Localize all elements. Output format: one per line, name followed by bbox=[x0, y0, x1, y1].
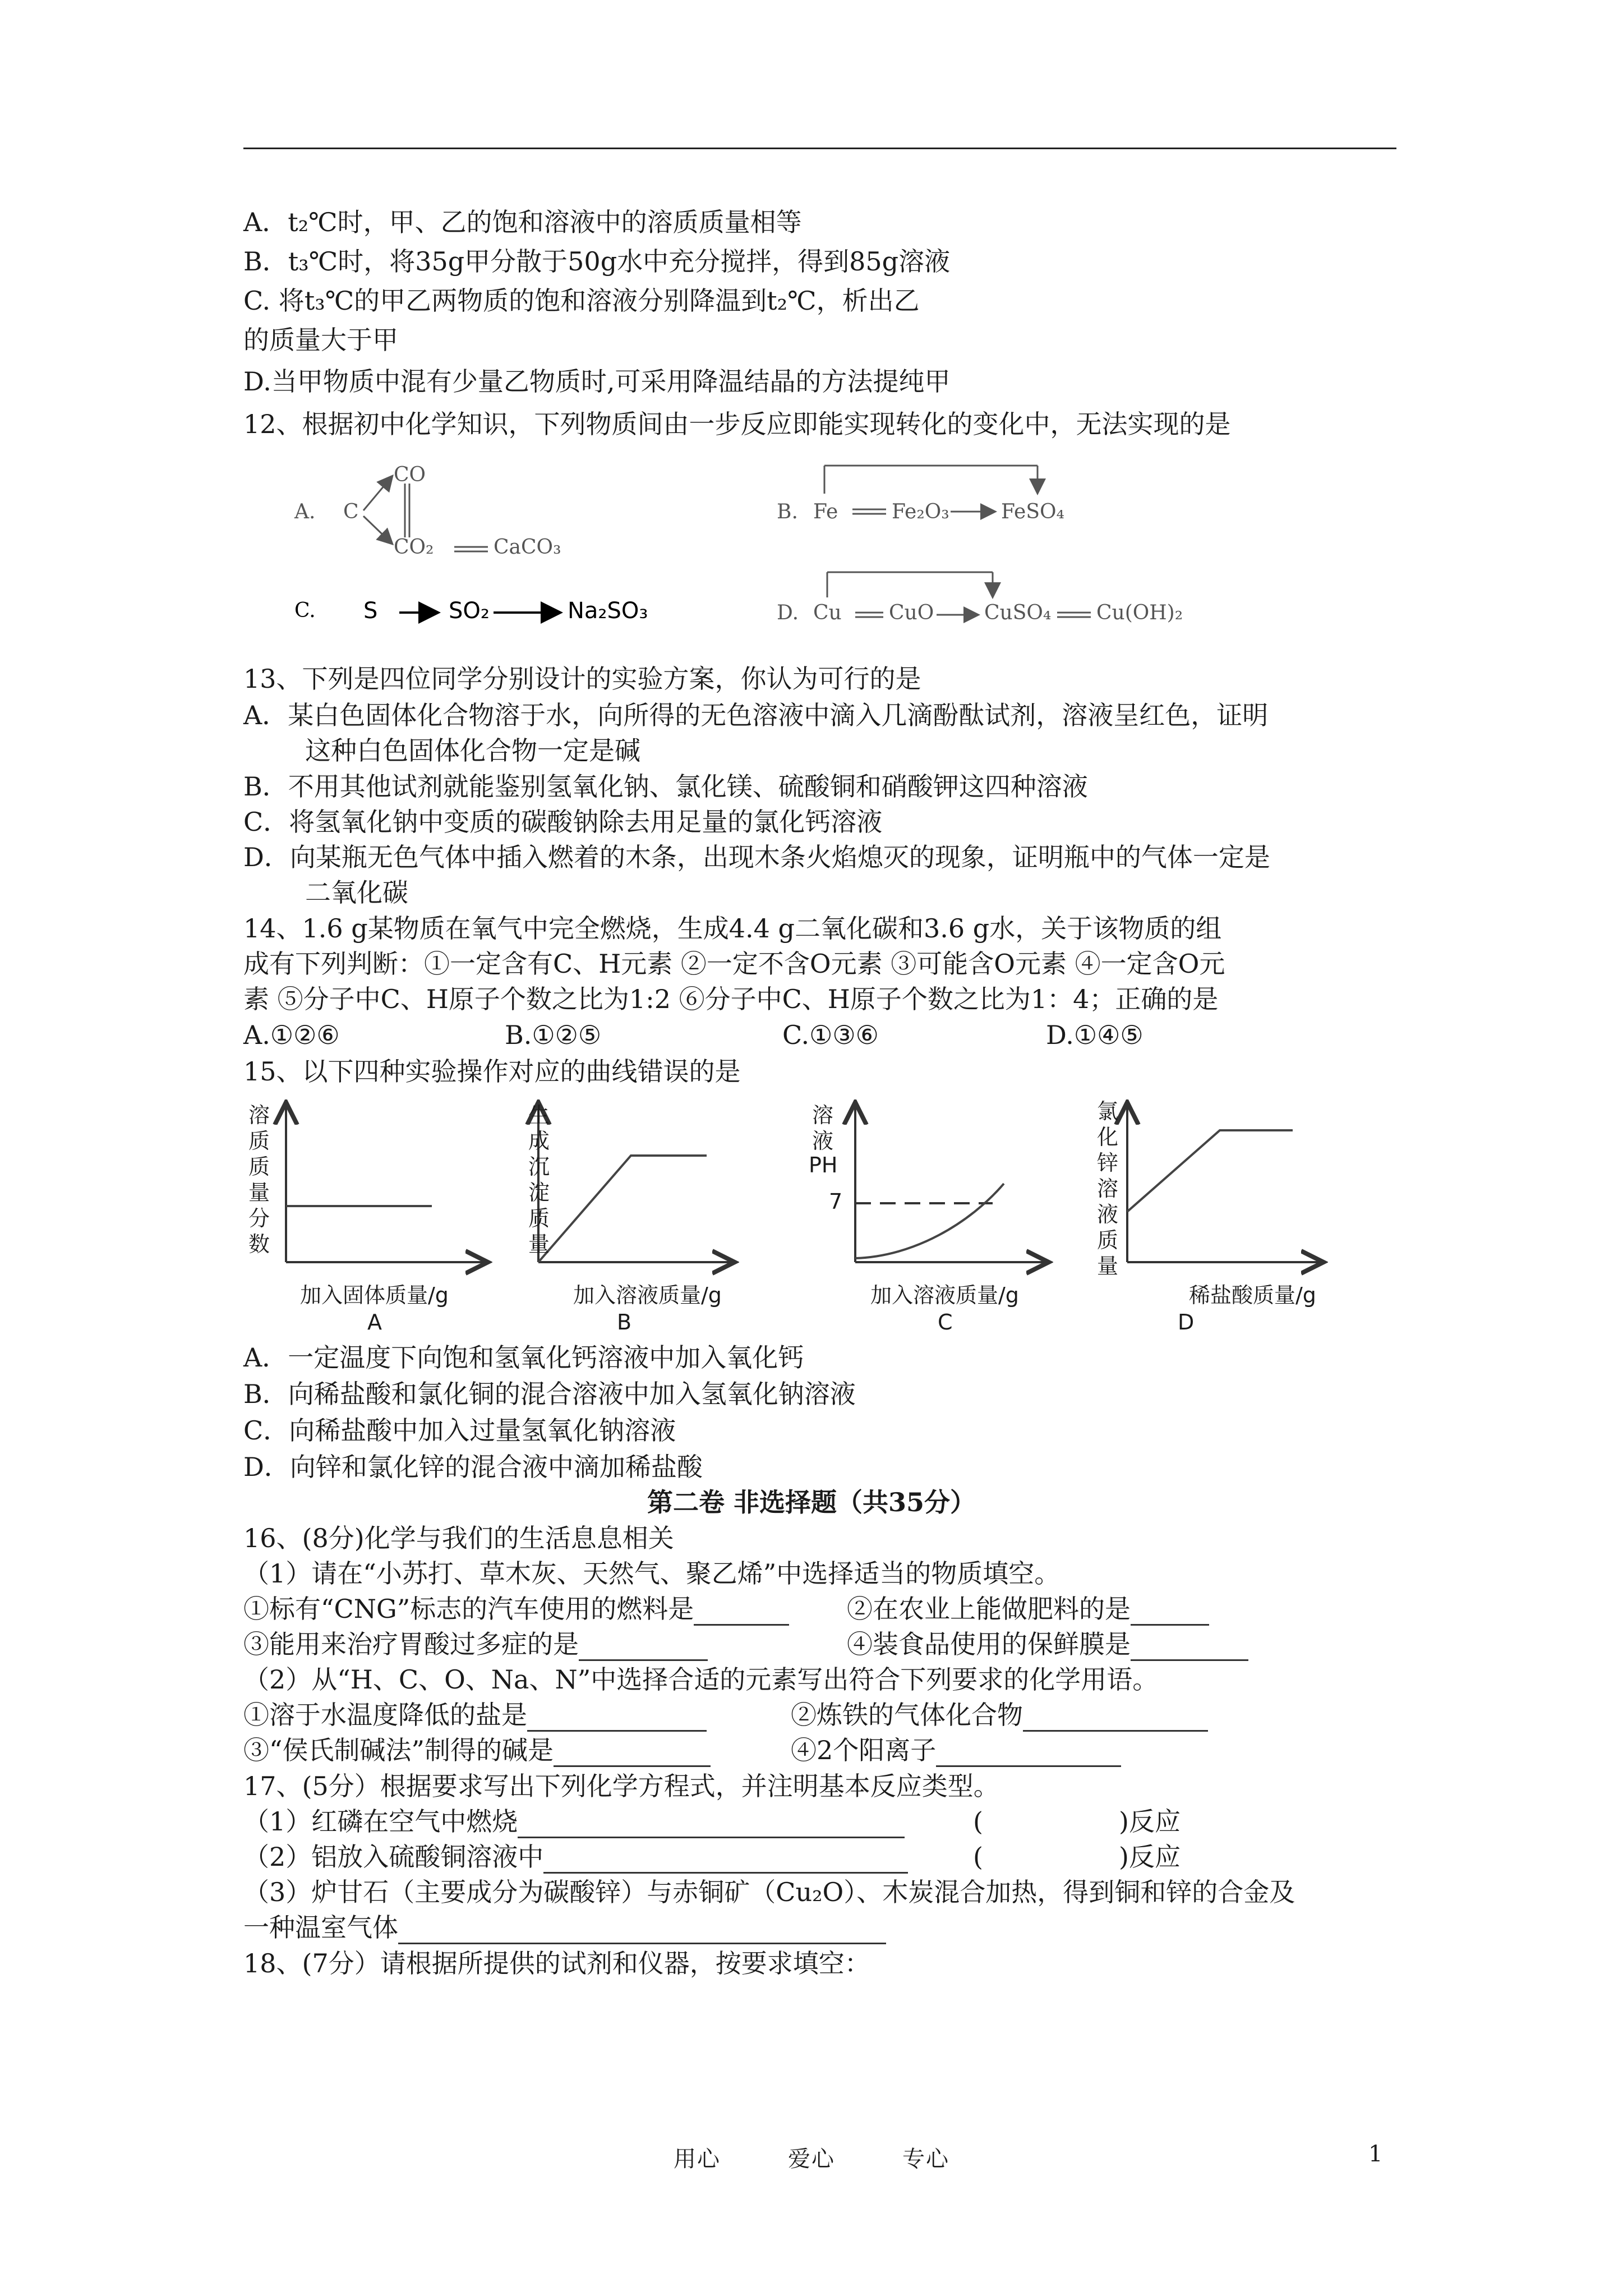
question-16: 16、(8分)化学与我们的生活息息相关 bbox=[243, 1523, 674, 1553]
q17-1-reaction: )反应 bbox=[1119, 1806, 1181, 1837]
q15-c-letter: C bbox=[938, 1310, 953, 1335]
q15-a-xlabel: 加入固体质量/g bbox=[300, 1283, 449, 1308]
q16-1a-blank[interactable] bbox=[694, 1599, 789, 1626]
question-12: 12、根据初中化学知识，下列物质间由一步反应即能实现转化的变化中，无法实现的是 bbox=[243, 409, 1231, 439]
q15-c-ylabel: 溶 液 bbox=[811, 1103, 833, 1153]
q16-1a: ①标有“CNG”标志的汽车使用的燃料是 bbox=[243, 1592, 789, 1626]
q12-a-co: CO bbox=[394, 463, 426, 486]
q17-2-paren: ( bbox=[973, 1842, 983, 1872]
q17-1: （1）红磷在空气中燃烧 bbox=[243, 1805, 905, 1838]
q15-d-letter: D bbox=[1178, 1310, 1195, 1335]
q14-option-b: B.①②⑤ bbox=[505, 1020, 602, 1050]
q12-b-fe2o3: Fe₂O₃ bbox=[892, 500, 949, 523]
q17-2-reaction: )反应 bbox=[1119, 1842, 1181, 1872]
q12-a-co2: CO₂ bbox=[394, 536, 434, 559]
q11-option-c-line2: 的质量大于甲 bbox=[243, 325, 398, 355]
q12-d-cuoh2: Cu(OH)₂ bbox=[1096, 601, 1183, 624]
q15-b-letter: B bbox=[617, 1310, 632, 1335]
q12-d-cuso4: CuSO₄ bbox=[984, 601, 1052, 624]
q13-option-a-line1: A．某白色固体化合物溶于水，向所得的无色溶液中滴入几滴酚酞试剂，溶液呈红色，证明 bbox=[243, 700, 1269, 730]
q16-2c: ③“侯氏制碱法”制得的碱是 bbox=[243, 1733, 711, 1767]
q16-2c-blank[interactable] bbox=[554, 1741, 711, 1767]
q17-3-line2: 一种温室气体 bbox=[243, 1911, 886, 1944]
q12-c-so2: SO₂ bbox=[449, 598, 490, 624]
question-18: 18、(7分）请根据所提供的试剂和仪器，按要求填空： bbox=[243, 1948, 870, 1978]
q16-2d-blank[interactable] bbox=[936, 1741, 1121, 1767]
q15-d-xlabel: 稀盐酸质量/g bbox=[1189, 1283, 1316, 1308]
q15-option-a: A．一定温度下向饱和氢氧化钙溶液中加入氧化钙 bbox=[243, 1342, 804, 1373]
q12-d-cu: Cu bbox=[813, 601, 842, 624]
q12-a-c: C bbox=[343, 500, 359, 523]
q16-1b-blank[interactable] bbox=[1131, 1599, 1209, 1626]
q17-1-paren: ( bbox=[973, 1806, 983, 1837]
q15-a-ylabel: 溶 质 质 量 分 数 bbox=[248, 1103, 270, 1257]
q16-1d: ④装食品使用的保鲜膜是 bbox=[847, 1627, 1248, 1661]
q11-option-d: D.当甲物质中混有少量乙物质时,可采用降温结晶的方法提纯甲 bbox=[243, 366, 951, 397]
q12-a-caco3: CaCO₃ bbox=[494, 536, 561, 559]
q16-1d-blank[interactable] bbox=[1131, 1635, 1248, 1661]
q15-c-ph: PH bbox=[809, 1153, 838, 1177]
q12-b-fe: Fe bbox=[813, 500, 838, 523]
q13-option-b: B．不用其他试剂就能鉴别氢氧化钠、氯化镁、硫酸铜和硝酸钾这四种溶液 bbox=[243, 771, 1088, 802]
q11-option-c-line1: C. 将t₃℃的甲乙两物质的饱和溶液分别降温到t₂℃，析出乙 bbox=[243, 286, 920, 316]
q11-option-b: B．t₃℃时，将35g甲分散于50g水中充分搅拌，得到85g溶液 bbox=[243, 246, 951, 277]
q16-1c: ③能用来治疗胃酸过多症的是 bbox=[243, 1627, 708, 1661]
q16-2d: ④2个阳离子 bbox=[791, 1733, 1121, 1767]
q12-d-label: D. bbox=[777, 601, 799, 624]
q17-1-blank[interactable] bbox=[518, 1812, 905, 1838]
q15-c-xlabel: 加入溶液质量/g bbox=[870, 1283, 1019, 1308]
q12-a-label: A. bbox=[294, 500, 316, 523]
q12-c-s: S bbox=[363, 598, 378, 624]
q16-2b-blank[interactable] bbox=[1023, 1705, 1208, 1732]
q11-option-a: A．t₂℃时，甲、乙的饱和溶液中的溶质质量相等 bbox=[243, 207, 802, 237]
q17-2-blank[interactable] bbox=[543, 1847, 908, 1874]
q15-c-seven: 7 bbox=[829, 1189, 843, 1214]
q15-option-b: B．向稀盐酸和氯化铜的混合溶液中加入氢氧化钠溶液 bbox=[243, 1379, 856, 1409]
q17-2: （2）铝放入硫酸铜溶液中 bbox=[243, 1840, 908, 1874]
question-14-line3: 素 ⑤分子中C、H原子个数之比为1:2 ⑥分子中C、H原子个数之比为1：4；正确的是 bbox=[243, 984, 1219, 1014]
q15-option-c: C．向稀盐酸中加入过量氢氧化钠溶液 bbox=[243, 1415, 676, 1446]
q14-option-d: D.①④⑤ bbox=[1046, 1020, 1144, 1050]
q16-1b: ②在农业上能做肥料的是 bbox=[847, 1592, 1209, 1626]
q13-option-a-line2: 这种白色固体化合物一定是碱 bbox=[305, 735, 640, 766]
q17-3-blank[interactable] bbox=[398, 1918, 886, 1944]
question-13: 13、下列是四位同学分别设计的实验方案，你认为可行的是 bbox=[243, 664, 921, 694]
q17-3-line1: （3）炉甘石（主要成分为碳酸锌）与赤铜矿（Cu₂O）、木炭混合加热，得到铜和锌的合金及 bbox=[243, 1877, 1295, 1907]
q12-c-na2so3: Na₂SO₃ bbox=[568, 598, 648, 624]
q16-2a: ①溶于水温度降低的盐是 bbox=[243, 1698, 707, 1732]
q16-part1: （1）请在“小苏打、草木灰、天然气、聚乙烯”中选择适当的物质填空。 bbox=[243, 1558, 1061, 1589]
header-rule bbox=[243, 148, 1396, 149]
page-number: 1 bbox=[1368, 2141, 1383, 2167]
q15-a-letter: A bbox=[367, 1310, 382, 1335]
question-14-line2: 成有下列判断：①一定含有C、H元素 ②一定不含O元素 ③可能含O元素 ④一定含O元 bbox=[243, 949, 1225, 979]
q15-option-d: D．向锌和氯化锌的混合液中滴加稀盐酸 bbox=[243, 1452, 703, 1482]
q16-part2: （2）从“H、C、O、Na、N”中选择合适的元素写出符合下列要求的化学用语。 bbox=[243, 1664, 1159, 1695]
q16-1c-blank[interactable] bbox=[579, 1635, 708, 1661]
q12-b-label: B. bbox=[777, 500, 798, 523]
q16-2b: ②炼铁的气体化合物 bbox=[791, 1698, 1208, 1732]
q14-option-c: C.①③⑥ bbox=[782, 1020, 879, 1050]
q15-b-xlabel: 加入溶液质量/g bbox=[573, 1283, 722, 1308]
q14-option-a: A.①②⑥ bbox=[243, 1020, 340, 1050]
q13-option-d-line2: 二氧化碳 bbox=[305, 877, 408, 908]
q12-d-cuo: CuO bbox=[889, 601, 934, 624]
q15-d-ylabel: 氯 化 锌 溶 液 质 量 bbox=[1096, 1099, 1118, 1278]
question-15: 15、以下四种实验操作对应的曲线错误的是 bbox=[243, 1056, 741, 1087]
footer-motto: 用心 爱心 专心 bbox=[674, 2146, 949, 2172]
q15-b-ylabel: 生 成 沉 淀 质 量 bbox=[528, 1103, 550, 1257]
q12-b-feso4: FeSO₄ bbox=[1001, 500, 1064, 523]
q13-option-c: C．将氢氧化钠中变质的碳酸钠除去用足量的氯化钙溶液 bbox=[243, 807, 883, 837]
q13-option-d-line1: D．向某瓶无色气体中插入燃着的木条，出现木条火焰熄灭的现象，证明瓶中的气体一定是 bbox=[243, 842, 1270, 872]
question-17: 17、(5分）根据要求写出下列化学方程式，并注明基本反应类型。 bbox=[243, 1771, 999, 1801]
q12-c-label: C. bbox=[294, 599, 316, 622]
part-two-heading: 第二卷 非选择题（共35分） bbox=[647, 1487, 976, 1517]
question-14-line1: 14、1.6 g某物质在氧气中完全燃烧，生成4.4 g二氧化碳和3.6 g水，关于该物质的组 bbox=[243, 913, 1222, 944]
q16-2a-blank[interactable] bbox=[527, 1705, 707, 1732]
